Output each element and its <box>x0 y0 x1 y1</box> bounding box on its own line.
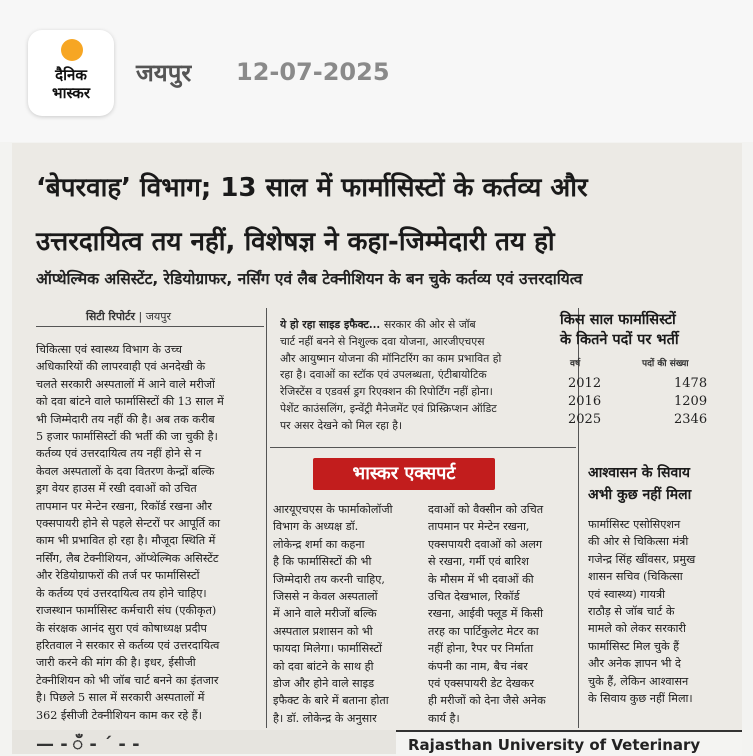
side-effect-box <box>270 313 581 443</box>
headline-line-1: ‘बेपरवाह’ विभाग; 13 साल में फार्मासिस्टों के कर्तव्य और <box>36 173 588 203</box>
text-line: 5 हजार फार्मासिस्टों की भर्ती की जा चुकी है। <box>36 430 218 444</box>
text-line: नर्सिंग, लैब टेक्नीशियन, ऑप्थेल्मिक असिस्टेंट <box>36 551 219 565</box>
text-line: चार्ट नहीं बनने से निशुल्क दवा योजना, आरजीएचएस <box>280 334 485 348</box>
text-line: फायदा मिलेगा। फार्मासिस्टों <box>273 642 383 656</box>
edition-date[interactable]: 12-07-2025 <box>236 58 390 86</box>
text-line: में आने वाले मरीजों बल्कि <box>273 607 377 621</box>
byline-place: जयपुर <box>145 310 171 323</box>
text-line: काम भी प्रभावित हो रहा है। मौजूदा स्थिति में <box>36 534 216 548</box>
text-line: ड्रग वेयर हाउस में रखी दवाओं को उचित <box>36 482 197 496</box>
stats-year: 2016 <box>568 394 602 409</box>
text-line: के संरक्षक आनंद सुरा एवं कोषाध्यक्ष प्रदीप <box>36 621 207 635</box>
text-line: केवल अस्पतालों के दवा वितरण केन्द्रों बल्कि <box>36 464 215 478</box>
text-line: चुके हैं, लेकिन आश्वासन <box>588 674 689 688</box>
text-line: एवं एक्सपायरी डेट देखकर <box>428 677 534 691</box>
text-line: दवाओं को वैक्सीन को उचित <box>428 503 544 516</box>
side-effect-lead: ये हो रहा साइड इफैक्ट... <box>280 318 384 331</box>
text-line: गजेन्द्र सिंह खींवसर, प्रमुख <box>588 552 696 566</box>
text-line: के सिवाय कुछ नहीं मिला। <box>588 692 693 706</box>
text-line: और अनेक ज्ञापन भी दे <box>588 657 681 671</box>
text-line: कर्तव्य एवं उत्तरदायित्व तय नहीं होने से न <box>36 447 202 461</box>
text-line: जिम्मेदारी तय करनी चाहिए, <box>273 572 385 586</box>
column-3 <box>428 501 576 727</box>
text-line: अस्पताल प्रशासन को भी <box>273 624 373 638</box>
text-line: है। पिछले 5 साल में सरकारी अस्पतालों में <box>36 691 205 705</box>
text-line: रहा है। दवाओं का स्टॉक एवं उपलब्धता, एंटीबायोटिक <box>280 368 487 382</box>
text-line: राजस्थान फार्मासिस्ट कर्मचारी संघ (एकीकृत) <box>36 604 217 618</box>
text-line: तापमान पर मेन्टेन रखना, रिकॉर्ड रखना और <box>36 499 212 513</box>
text-line: के कर्तव्य एवं उत्तरदायित्व तय होने चाहिए। <box>36 586 207 600</box>
footer-right-box <box>396 730 742 756</box>
text-line: पेशेंट काउंसलिंग, इन्वेंट्री मैनेजमेंट एवं प्रिस्क्रिप्शन ऑडिट <box>280 401 497 415</box>
stats-title-1: किस साल फार्मासिस्टों <box>560 312 676 328</box>
text-line: विभाग के अध्यक्ष डॉ. <box>273 520 359 534</box>
text-line: रेजिस्टेंस व एडवर्स ड्रग रिएक्शन की रिपोर्टिंग नहीं होना। <box>280 385 493 399</box>
stats-col-year: वर्ष <box>570 359 581 369</box>
text-line: को दवा बांटने वाले फार्मासिस्टों की 13 साल में <box>36 395 224 409</box>
stats-col-posts: पदों की संख्या <box>642 359 689 369</box>
divider <box>270 447 576 448</box>
text-line: शासन सचिव (चिकित्सा <box>588 570 683 584</box>
text-line: को दवा बांटने के साथ ही <box>273 659 374 673</box>
logo-word-2: भास्कर <box>52 84 90 102</box>
text-line: के मौसम में भी दवाओं की <box>428 572 534 586</box>
text-line: एवं स्वास्थ्य) गायत्री <box>588 587 666 601</box>
text-line: तरह का पार्टिकुलेट मेटर का <box>428 624 539 638</box>
text-line: टेक्नीशियन को भी जॉब चार्ट बनने का इंतजार <box>36 673 219 687</box>
text-line: हरितवाल ने सरकार से कर्तव्य एवं उत्तरदायित्व <box>36 638 220 652</box>
text-line: तापमान पर मेन्टेन रखना, <box>428 520 530 534</box>
sidebar-title <box>588 462 691 506</box>
text-line: मामले को लेकर सरकारी <box>588 622 686 636</box>
text-line: अधिकारियों की लापरवाही एवं अनदेखी के <box>36 360 206 374</box>
text-line: डोज और होने वाले साइड <box>273 677 375 691</box>
text-line: फार्मासिस्ट एसोसिएशन <box>588 518 681 531</box>
recruitment-stats <box>560 310 720 445</box>
dainik-bhaskar-logo[interactable] <box>28 30 114 116</box>
sun-icon <box>61 39 83 61</box>
logo-word-1: दैनिक <box>55 66 87 84</box>
text-line: पर असर देखने को मिल रहा है। <box>280 418 403 432</box>
footer-right-text: Rajasthan University of Veterinary <box>408 736 701 754</box>
stats-year: 2012 <box>568 376 602 391</box>
bhaskar-expert-badge: भास्कर एक्सपर्ट <box>313 458 495 490</box>
text-line: ये हो रहा साइड इफैक्ट... सरकार की ओर से जॉब <box>280 318 476 331</box>
text-line: और आयुष्मान योजना की मॉनिटरिंग का काम प्रभावित हो <box>280 351 502 365</box>
text-line: ही मरीजों को देना जैसे अनेक <box>428 694 546 708</box>
sidebar-title-1: आश्वासन के सिवाय <box>588 465 691 481</box>
text-line: चलते सरकारी अस्पतालों में आने वाले मरीजों <box>36 377 215 391</box>
footer-left-text: — - ँ - ´ - - <box>36 734 140 755</box>
text-line: कार्य है। <box>428 711 460 725</box>
sidebar-title-2: अभी कुछ नहीं मिला <box>588 487 692 503</box>
text-line: जिससे न केवल अस्पतालों <box>273 590 378 604</box>
edition-city[interactable]: जयपुर <box>136 59 192 87</box>
column-2 <box>273 501 423 727</box>
next-article-strip <box>12 730 742 754</box>
text-line: है। डॉ. लोकेन्द्र के अनुसार <box>273 711 377 725</box>
stats-title-2: के कितने पदों पर भर्ती <box>560 332 679 348</box>
text-line: 362 ईसीजी टेक्नीशियन काम कर रहे हैं। <box>36 708 202 722</box>
text-line: आरयूएचएस के फार्माकोलॉजी <box>273 503 393 516</box>
stats-posts: 1209 <box>674 394 708 409</box>
text-line: लोकेन्द्र शर्मा का कहना <box>273 537 365 551</box>
text-line: की ओर से चिकित्सा मंत्री <box>588 535 689 549</box>
text-line: इफैक्ट के बारे में बताना होता <box>273 694 389 708</box>
text-line: है कि फार्मासिस्टों की भी <box>273 555 372 569</box>
text-line: राठौड़ से जॉब चार्ट के <box>588 605 675 619</box>
app-header <box>0 0 753 142</box>
text-line: एक्सपायरी दवाओं को अलग <box>428 537 543 551</box>
stats-year: 2025 <box>568 412 602 427</box>
stats-posts: 2346 <box>674 412 708 427</box>
text-line: कंपनी का नाम, बैच नंबर <box>428 659 528 673</box>
side-effect-text <box>280 317 572 435</box>
divider <box>36 326 264 327</box>
byline-name: सिटी रिपोर्टर <box>86 310 135 323</box>
byline-separator: | <box>135 310 146 323</box>
column-1 <box>36 341 264 724</box>
subheadline: ऑप्थेल्मिक असिस्टेंट, रेडियोग्राफर, नर्सिंग एवं लैब टेक्नीशियन के बन चुके कर्तव्य एवं उत्तरदायित्व <box>36 270 583 288</box>
text-line: उचित देखभाल, रिकॉर्ड <box>428 590 520 604</box>
text-line: भी जिम्मेदारी तय नहीं की है। अब तक करीब <box>36 412 215 426</box>
column-divider <box>266 308 267 728</box>
assurance-sidebar <box>582 456 726 726</box>
stats-posts: 1478 <box>674 376 708 391</box>
text-line: जारी करने की मांग की है। इधर, ईसीजी <box>36 656 196 670</box>
text-line: चिकित्सा एवं स्वास्थ्य विभाग के उच्च <box>36 343 182 356</box>
text-line: फार्मासिस्ट मिल चुके हैं <box>588 639 680 653</box>
text-line: से रखना, गर्मी एवं बारिश <box>428 555 529 569</box>
text-line: और रेडियोग्राफरों की तर्ज पर फार्मासिस्टों <box>36 569 200 583</box>
text-line: एक्सपायरी होने से पहले सेन्टरों पर आपूर्ति का <box>36 517 221 531</box>
sidebar-text <box>588 516 722 707</box>
byline <box>86 309 171 324</box>
text-line: नहीं होना, रैपर पर निर्माता <box>428 642 534 656</box>
text-line: रखना, आईवी फ्लूड में किसी <box>428 607 543 621</box>
headline-line-2: उत्तरदायित्व तय नहीं, विशेषज्ञ ने कहा-जिम्मेदारी तय हो <box>36 227 555 257</box>
